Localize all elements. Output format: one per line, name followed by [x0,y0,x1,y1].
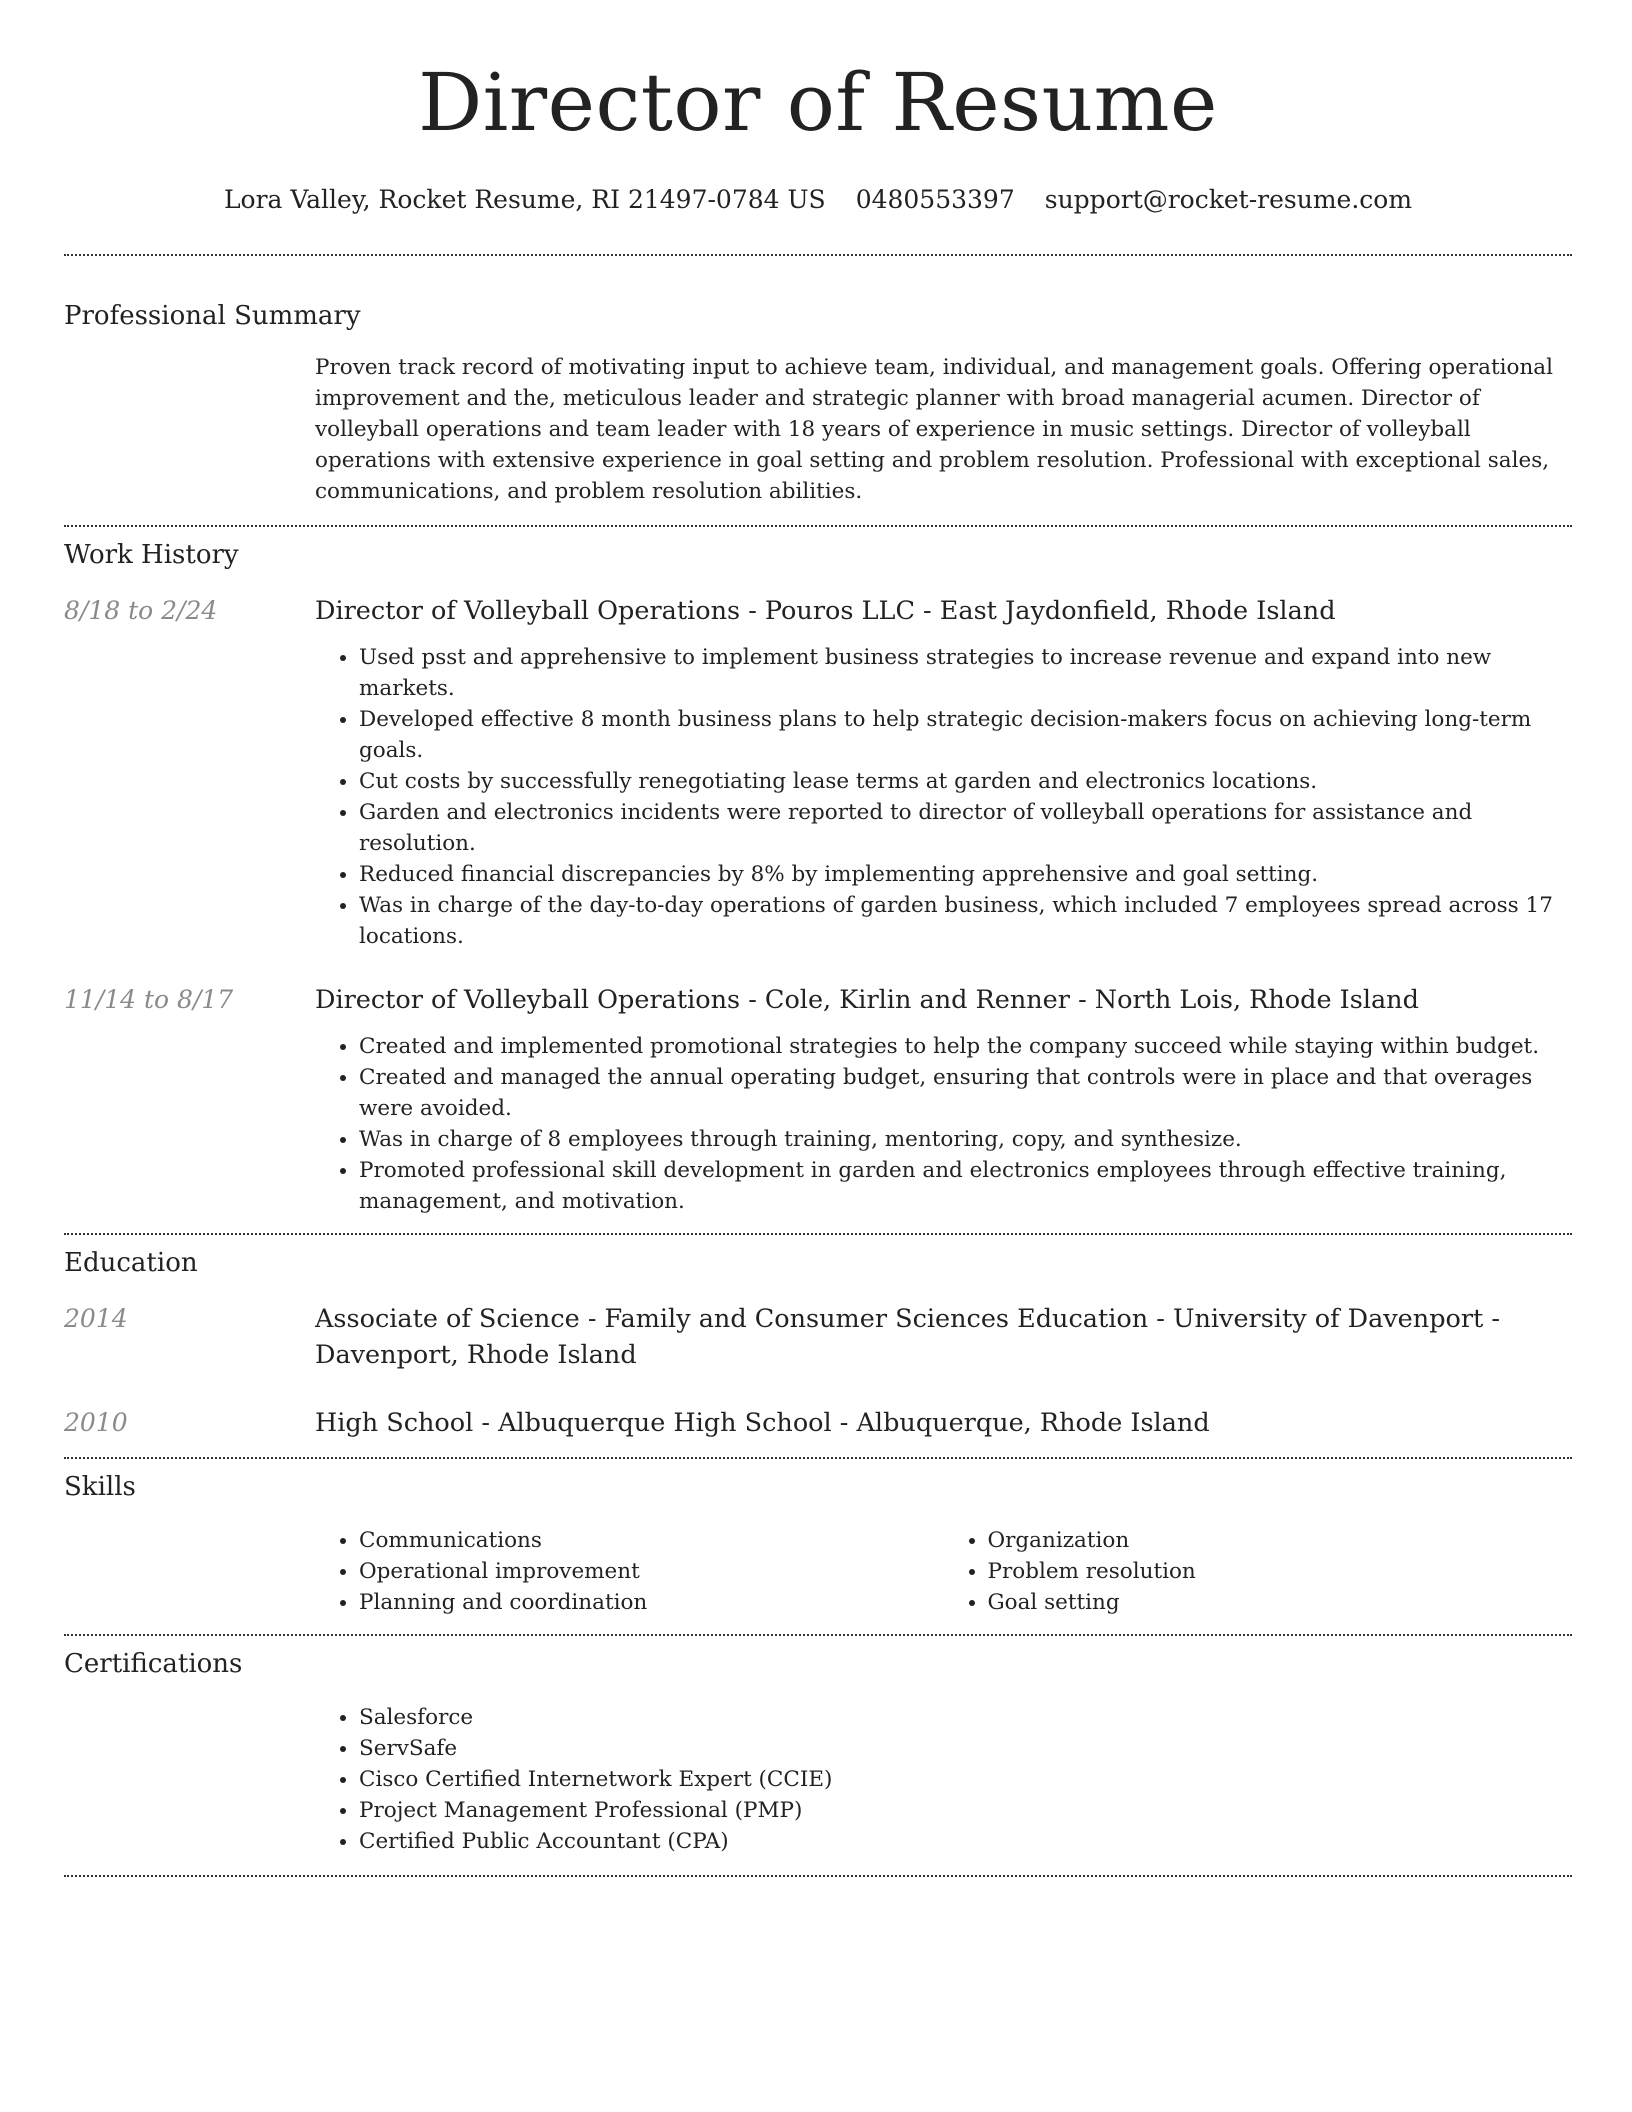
list-item: • Promoted professional skill development in garden and electronics employees through effective training, management, and motivation. [359,1155,1572,1217]
list-item: • Developed effective 8 month business plans to help strategic decision-makers focus on achieving long-term goals. [359,704,1572,766]
job-dates: 11/14 to 8/17 [64,985,234,1014]
education-entry [64,1301,1572,1373]
education-school: - University of Davenport - Davenport, Rhode Island [315,1304,1501,1370]
list-item: • Created and managed the annual operating budget, ensuring that controls were in place and that overages were avoided. [359,1062,1572,1124]
resume-page [64,0,1572,1877]
skills-title: Skills [64,1472,136,1502]
job-heading [315,593,1572,629]
certifications-title: Certifications [64,1649,243,1679]
job-heading [315,982,1572,1018]
list-item: • Cisco Certified Internetwork Expert (CCIE) [359,1764,1572,1795]
divider [64,1875,1572,1877]
job-company-location: - Pouros LLC - East Jaydonfield, Rhode Island [740,596,1336,626]
list-item: • Planning and coordination [359,1587,944,1618]
resume-name: Director of Resume [418,56,1218,149]
education-year: 2010 [64,1408,128,1437]
list-item: • Project Management Professional (PMP) [359,1795,1572,1826]
certifications-list [315,1702,1572,1857]
work-history-title: Work History [64,540,239,570]
work-history-section [64,527,1572,1217]
list-item: • Used psst and apprehensive to implement business strategies to increase revenue and expand into new markets. [359,642,1572,704]
contact-email: support@rocket-resume.com [1044,185,1413,214]
certifications-section [64,1636,1572,1857]
skills-list-left [315,1525,944,1618]
job-entry [64,982,1572,1217]
education-section [64,1235,1572,1441]
education-degree: Associate of Science - Family and Consumer Sciences Education [315,1304,1149,1334]
education-title: Education [64,1248,198,1278]
education-heading [315,1405,1572,1441]
job-bullets [315,642,1572,952]
education-school: - Albuquerque High School - Albuquerque, Rhode Island [473,1408,1210,1438]
list-item: • Problem resolution [988,1556,1573,1587]
list-item: • Organization [988,1525,1573,1556]
list-item: • Communications [359,1525,944,1556]
summary-section [64,256,1572,507]
list-item: • Garden and electronics incidents were reported to director of volleyball operations for assistance and resolution. [359,797,1572,859]
skills-list-right [944,1525,1573,1618]
list-item: • Created and implemented promotional strategies to help the company succeed while staying within budget. [359,1031,1572,1062]
education-year: 2014 [64,1304,128,1333]
list-item: • Goal setting [988,1587,1573,1618]
list-item: • Reduced financial discrepancies by 8% by implementing apprehensive and goal setting. [359,859,1572,890]
job-entry [64,593,1572,952]
list-item: • Was in charge of the day-to-day operations of garden business, which included 7 employees spread across 17 locations. [359,890,1572,952]
list-item: • ServSafe [359,1733,1572,1764]
list-item: • Salesforce [359,1702,1572,1733]
education-entry [64,1405,1572,1441]
job-role: Director of Volleyball Operations [315,985,741,1015]
list-item: • Operational improvement [359,1556,944,1587]
job-role: Director of Volleyball Operations [315,596,741,626]
summary-title: Professional Summary [64,301,361,331]
summary-text: Proven track record of motivating input to achieve team, individual, and management goals. Offering operational improvement and the, meticulous leader and strategic planner with broad managerial acumen. Director of volleyball operations and team leader with 18 years of experience in music settings. Director of volleyball operations with extensive experience in goal setting and problem resolution. Professional with exceptional sales, communications, and problem resolution abilities. [315,355,1553,504]
list-item: • Certified Public Accountant (CPA) [359,1826,1572,1857]
job-bullets [315,1031,1572,1217]
job-dates: 8/18 to 2/24 [64,596,218,625]
skills-section [64,1459,1572,1618]
list-item: • Cut costs by successfully renegotiating lease terms at garden and electronics locations. [359,766,1572,797]
education-degree: High School [315,1408,474,1438]
job-company-location: - Cole, Kirlin and Renner - North Lois, Rhode Island [740,985,1419,1015]
contact-line [64,182,1572,218]
contact-address: Lora Valley, Rocket Resume, RI 21497-0784 US [223,185,826,214]
list-item: • Was in charge of 8 employees through training, mentoring, copy, and synthesize. [359,1124,1572,1155]
contact-phone: 0480553397 [855,185,1015,214]
education-heading [315,1301,1572,1373]
